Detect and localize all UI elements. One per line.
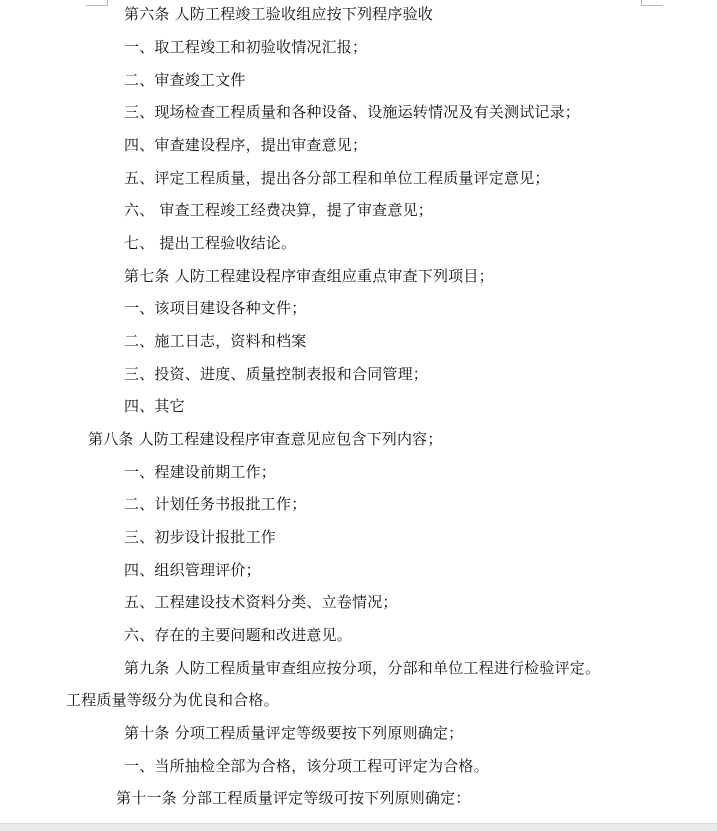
list-item: 二、计划任务书报批工作； — [124, 495, 307, 513]
list-item: 一、该项目建设各种文件； — [124, 299, 307, 317]
list-item: 三、初步设计报批工作 — [124, 528, 277, 546]
list-item: 三、投资、进度、质量控制表报和合同管理； — [124, 365, 429, 383]
list-item: 五、评定工程质量，提出各分部工程和单位工程质量评定意见； — [124, 169, 550, 187]
article-9-heading: 第九条 人防工程质量审查组应按分项，分部和单位工程进行检验评定。 — [124, 659, 601, 677]
paragraph-continuation: 工程质量等级分为优良和合格。 — [66, 691, 279, 709]
article-11-heading: 第十一条 分部工程质量评定等级可按下列原则确定： — [116, 789, 471, 807]
article-10-heading: 第十条 分项工程质量评定等级要按下列原则确定； — [124, 724, 464, 742]
list-item: 四、审查建设程序，提出审查意见； — [124, 136, 368, 154]
article-7-heading: 第七条 人防工程建设程序审查组应重点审查下列项目； — [124, 267, 494, 285]
article-6-heading: 第六条 人防工程竣工验收组应按下列程序验收 — [124, 5, 433, 23]
list-item: 六、存在的主要问题和改进意见。 — [124, 626, 353, 644]
list-item: 六、 审查工程竣工经费决算，提了审查意见； — [124, 201, 433, 219]
list-item: 三、现场检查工程质量和各种设备、设施运转情况及有关测试记录； — [124, 103, 581, 121]
article-8-heading: 第八条 人防工程建设程序审查意见应包含下列内容； — [88, 430, 443, 448]
list-item: 五、工程建设技术资料分类、立卷情况； — [124, 593, 398, 611]
page-corner-mark — [86, 5, 108, 6]
list-item: 一、程建设前期工作； — [124, 463, 277, 481]
list-item: 二、施工日志，资料和档案 — [124, 332, 307, 350]
list-item: 一、当所抽检全部为合格，该分项工程可评定为合格。 — [124, 757, 489, 775]
list-item: 一、取工程竣工和初验收情况汇报； — [124, 38, 368, 56]
page-corner-mark — [641, 5, 663, 6]
list-item: 四、其它 — [124, 397, 185, 415]
list-item: 二、审查竣工文件 — [124, 71, 246, 89]
list-item: 四、组织管理评价； — [124, 561, 261, 579]
list-item: 七、 提出工程验收结论。 — [124, 234, 297, 252]
